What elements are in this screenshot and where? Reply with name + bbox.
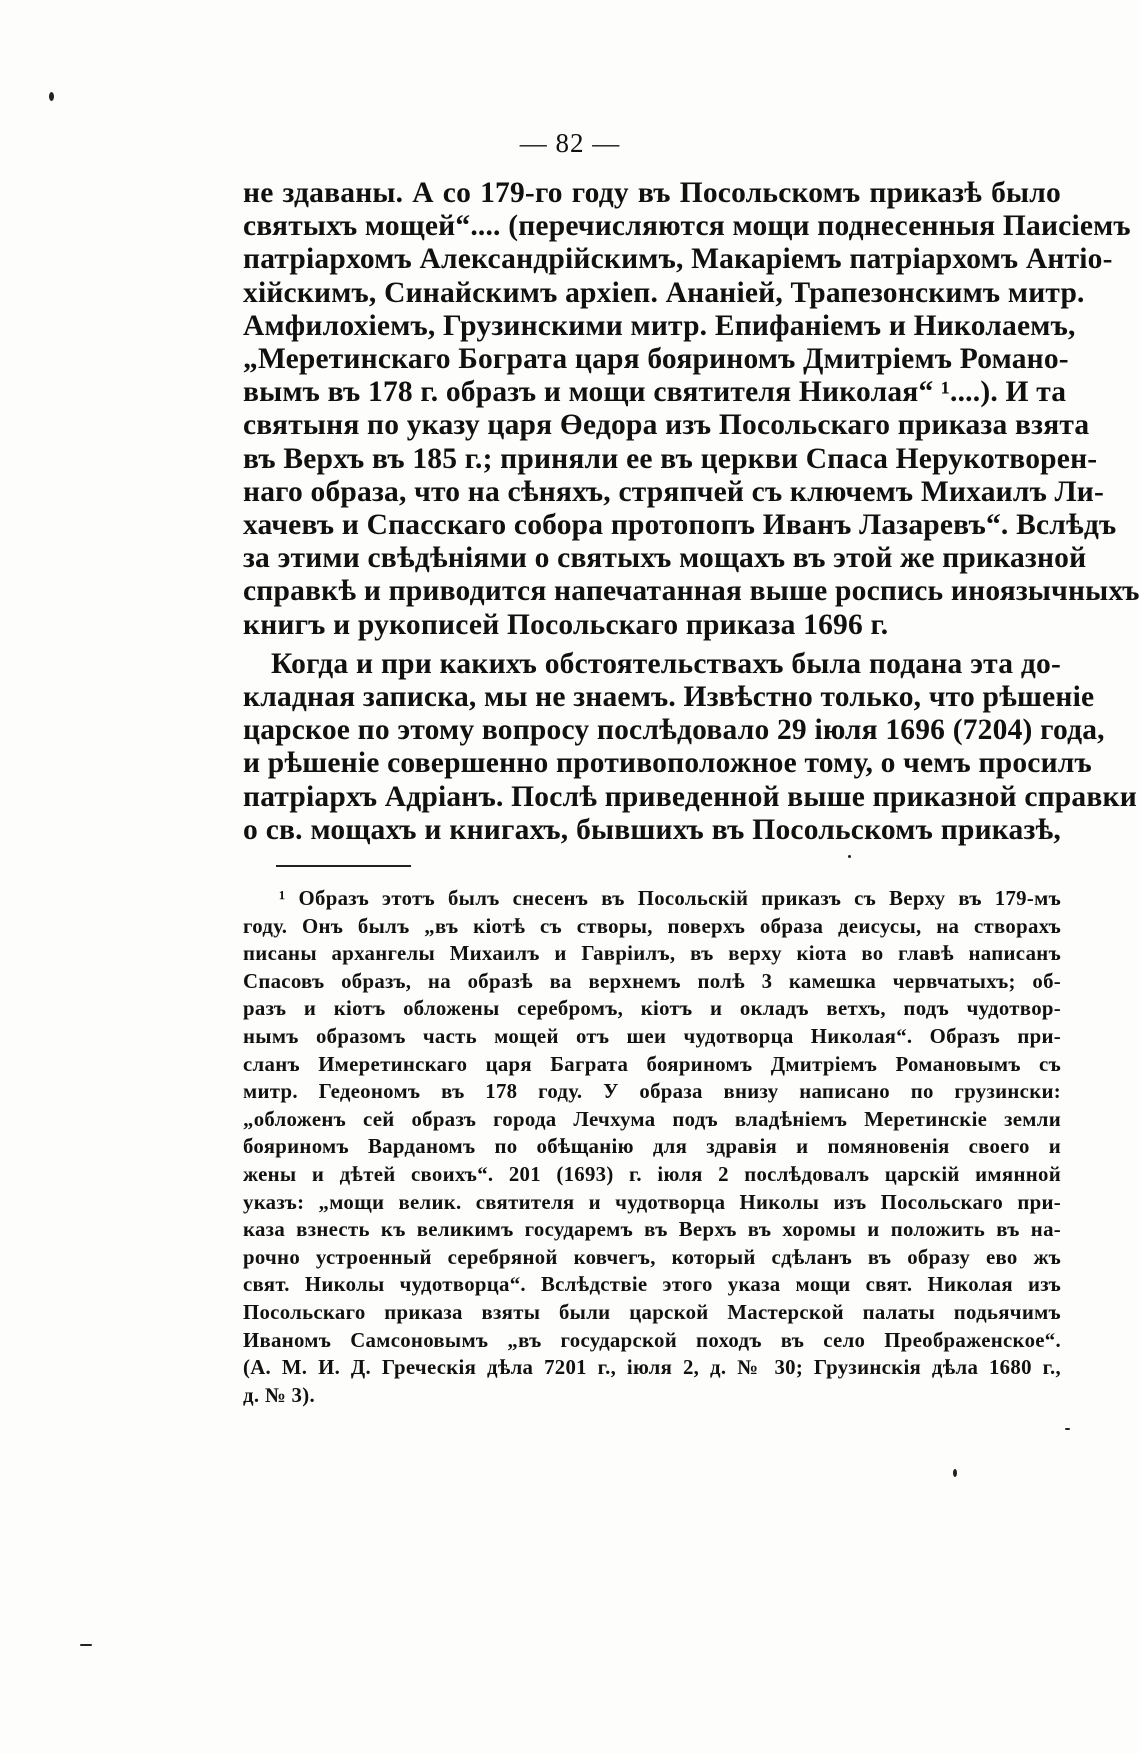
scan-speck [953,1469,957,1477]
text-line: въ Верхъ въ 185 г.; приняли ее въ церкви Спаса Нерукотворен- [243,442,1098,475]
text-line: патріархомъ Александрійскимъ, Макаріемъ патріархомъ Антіо- [243,243,1113,276]
text-line: „Меретинскаго Бограта царя бояриномъ Дмитріемъ Романо- [243,343,1069,376]
footnote-line: „обложенъ сей образъ города Лечхума подъ владѣніемъ Меретинскіе земли [243,1107,1061,1131]
page-number: — 82 — [519,128,621,158]
text-line: Когда и при какихъ обстоятельствахъ была подана эта до- [271,647,1061,680]
footnote-line: нымъ образомъ часть мощей отъ шеи чудотворца Николая“. Образъ при- [243,1024,1061,1048]
scan-speck [848,855,851,858]
text-line: за этими свѣдѣніями о святыхъ мощахъ въ этой же приказной [243,542,1087,575]
footnote-line: (А. М. И. Д. Греческія дѣла 7201 г., іюля 2, д. № 30; Грузинскія дѣла 1680 г., [243,1356,1061,1380]
text-line: справкѣ и приводится напечатанная выше роспись иноязычныхъ [243,575,1140,608]
text-line: хійскимъ, Синайскимъ архіеп. Ананіей, Трапезонскимъ митр. [243,276,1085,309]
footnote-line: жены и дѣтей своихъ“. 201 (1693) г. іюля 2 послѣдовалъ царскій имянной [243,1162,1061,1186]
scan-speck [49,92,54,101]
text-line: святыхъ мощей“.... (перечисляются мощи поднесенныя Паисіемъ [243,210,1131,243]
text-line: хачевъ и Спасскаго собора протопопъ Иванъ Лазаревъ“. Вслѣдъ [243,509,1117,542]
scan-speck [80,1644,92,1646]
text-line: царское по этому вопросу послѣдовало 29 іюля 1696 (7204) года, [243,714,1105,747]
footnote-line: ¹ Образъ этотъ былъ снесенъ въ Посольскій приказъ съ Верху въ 179-мъ [279,887,1061,910]
footnote-line: сланъ Имеретинскаго царя Баграта бояриномъ Дмитріемъ Романовымъ съ [243,1052,1061,1076]
footnote-line: митр. Гедеономъ въ 178 году. У образа внизу написано по грузински: [243,1080,1061,1104]
footnote [243,885,1061,1409]
footnote-line: писаны архангелы Михаилъ и Гавріилъ, въ верху кіота во главѣ написанъ [243,942,1061,966]
text-line: и рѣшеніе совершенно противоположное тому, о чемъ просилъ [243,747,1092,780]
footnote-line: Спасовъ образъ, на образѣ ва верхнемъ полѣ 3 камешка червчатыхъ; об- [243,969,1061,993]
text-line: патріархъ Адріанъ. Послѣ приведенной выше приказной справки [243,780,1137,813]
text-line: вымъ въ 178 г. образъ и мощи святителя Николая“ ¹....). И та [243,376,1067,409]
footnote-line: году. Онъ былъ „въ кіотѣ съ створы, поверхъ образа деисусы, на створахъ [243,914,1061,938]
footnote-line: рочно устроенный серебряной ковчегъ, который сдѣланъ въ образу ево жъ [243,1245,1061,1269]
text-line: Амфилохіемъ, Грузинскими митр. Епифаніемъ и Николаемъ, [243,309,1076,342]
text-line: кладная записка, мы не знаемъ. Извѣстно только, что рѣшеніе [243,681,1095,714]
footnote-line: каза взнесть къ великимъ государемъ въ Верхъ въ хоромы и положить въ на- [243,1218,1061,1242]
text-line: не здаваны. А со 179-го году въ Посольскомъ приказѣ было [243,177,1061,209]
text-line: наго образа, что на сѣняхъ, стряпчей съ ключемъ Михаилъ Ли- [243,475,1104,508]
footnote-line: указъ: „мощи велик. святителя и чудотворца Николы изъ Посольскаго при- [243,1190,1061,1214]
footnote-line: бояриномъ Варданомъ по обѣщанію для здравія и помяновенія своего и [243,1135,1061,1159]
scan-speck [1065,1428,1070,1430]
text-line: святыня по указу царя Өедора изъ Посольскаго приказа взята [243,409,1090,442]
footnote-line: разъ и кіотъ обложены серебромъ, кіотъ и окладъ ветхъ, подъ чудотвор- [243,997,1061,1021]
footnote-line: Посольскаго приказа взяты были царской Мастерской палаты подьячимъ [243,1300,1061,1324]
text-line: книгъ и рукописей Посольскаго приказа 1696 г. [243,608,889,641]
footnote-separator [276,865,411,867]
footnote-line: д. № 3). [243,1383,315,1407]
footnote-line: Иваномъ Самсоновымъ „въ государской походъ въ село Преображенское“. [243,1328,1061,1352]
footnote-line: свят. Николы чудотворца“. Вслѣдствіе этого указа мощи свят. Николая изъ [243,1273,1061,1297]
text-line: о св. мощахъ и книгахъ, бывшихъ въ Посольскомъ приказѣ, [243,813,1061,846]
main-text [243,177,1140,847]
